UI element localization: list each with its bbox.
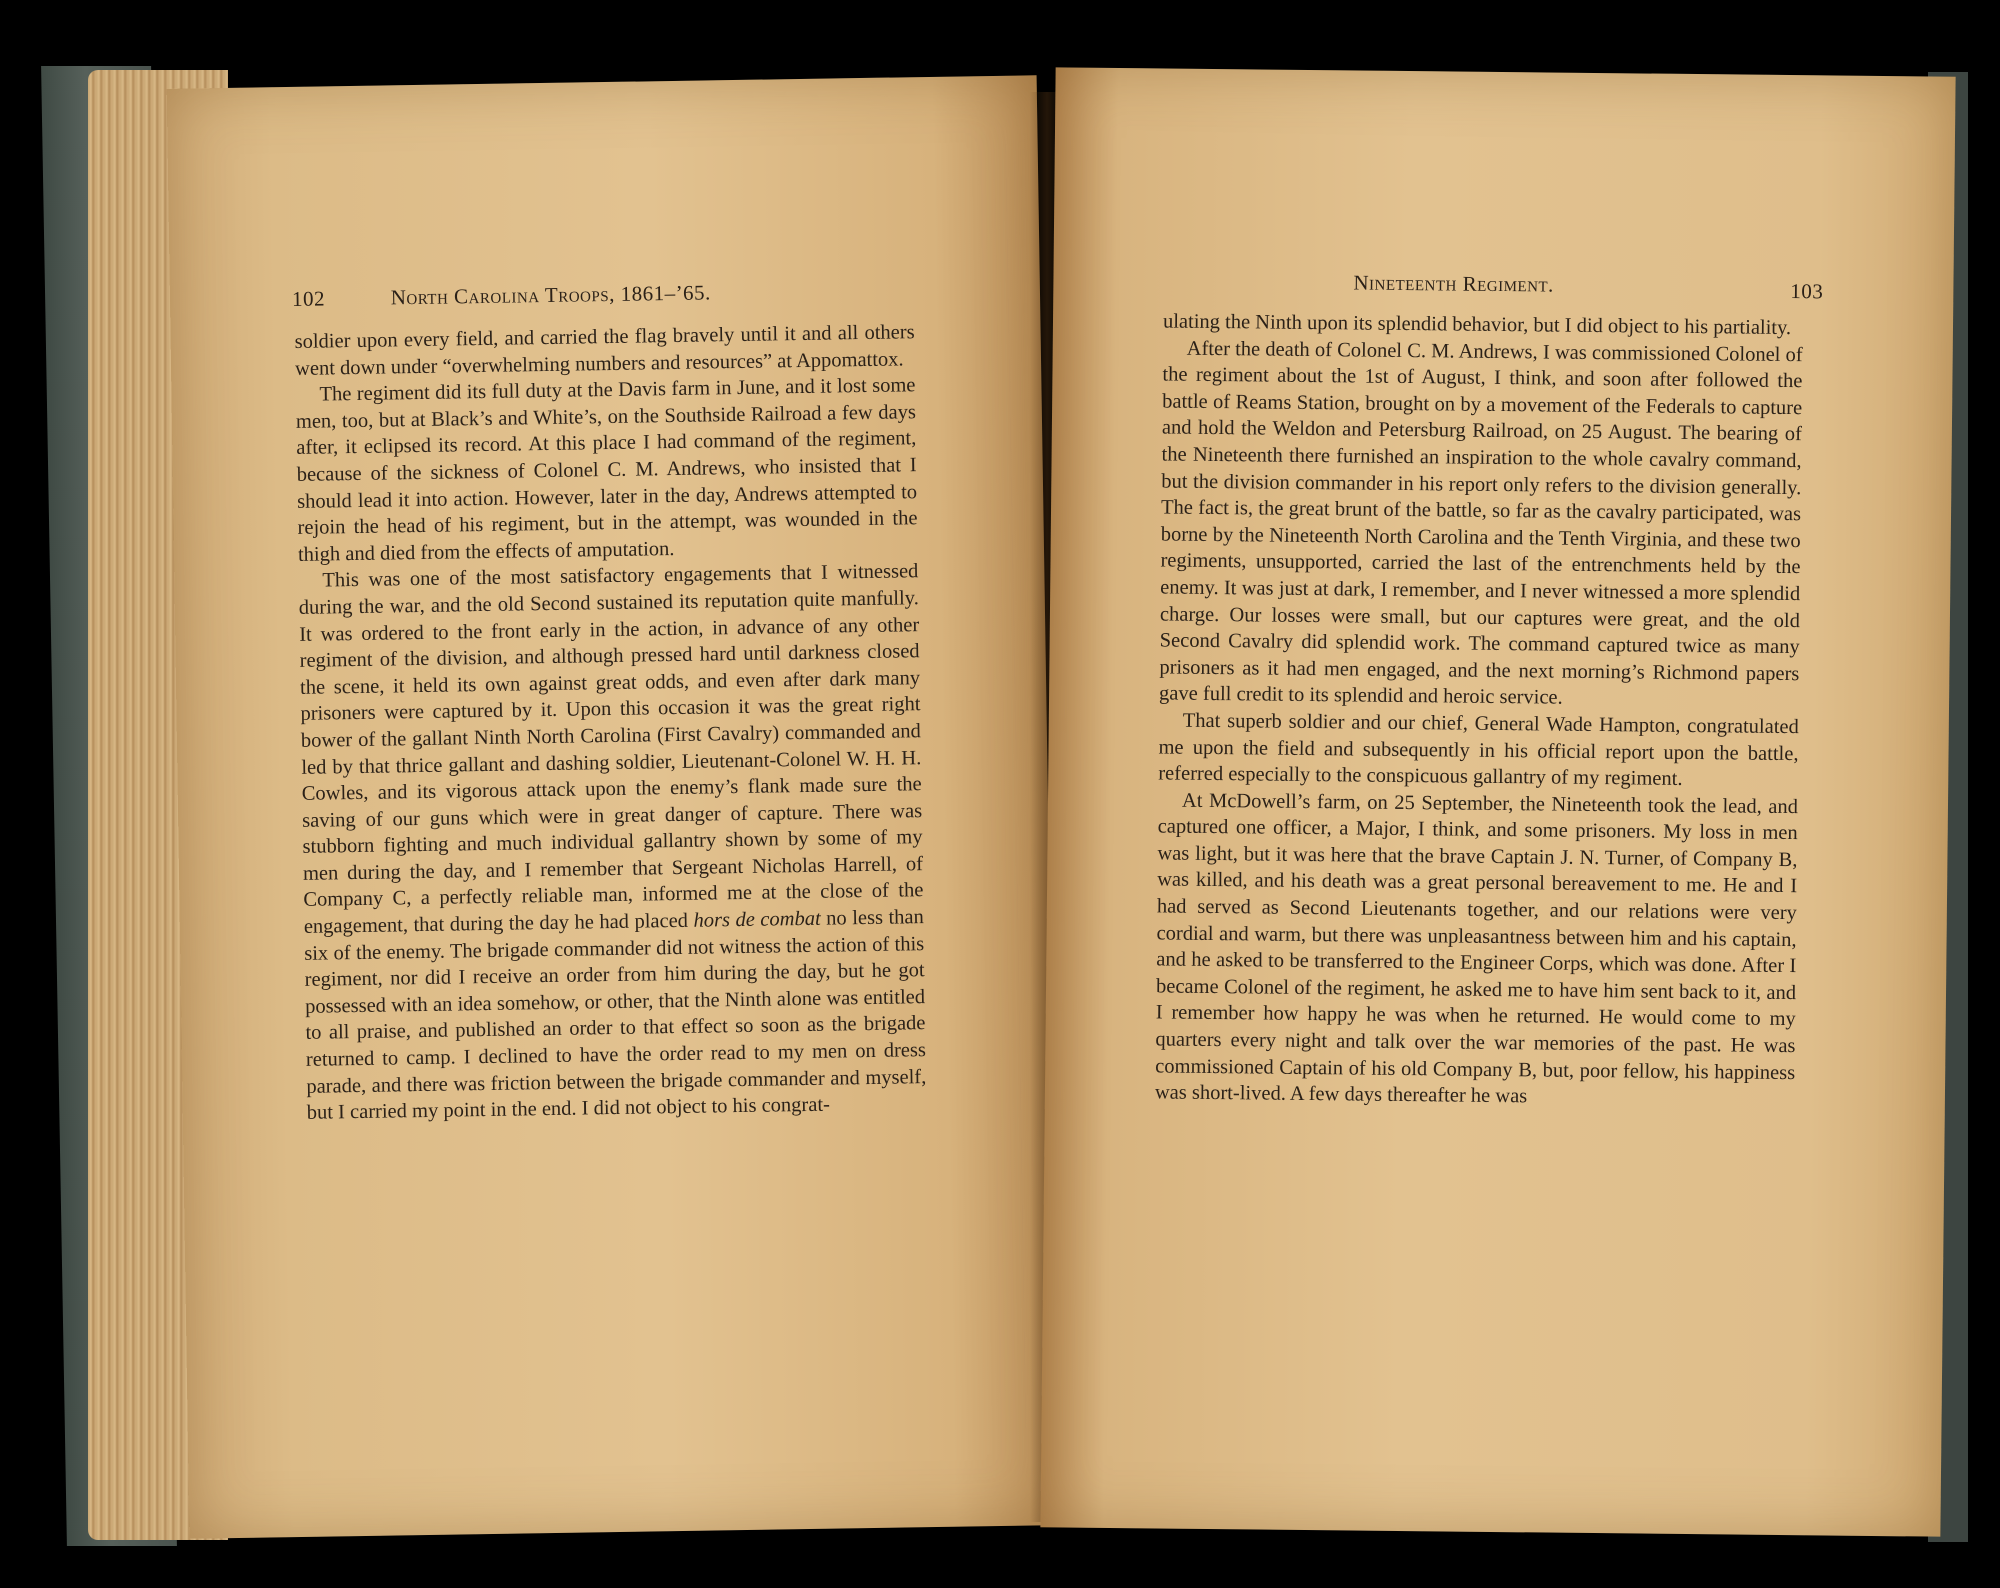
left-body-text: [294, 319, 926, 1126]
paragraph-text: no less than six of the enemy. The brigade commander did not witness the action of this regiment, nor did I receive an order from him during the day, but he got possessed with an idea somehow, or other, that the Ninth alone was entitled to all praise, and published an order to that effect so soon as the brigade returned to camp. I declined to have the order read to my men on dress parade, and there was friction between the brigade commander and myself, but I carried my point in the end. I did not object to his congrat-: [304, 906, 927, 1125]
right-running-head: [1163, 268, 1824, 304]
italic-phrase: hors de combat: [693, 907, 821, 932]
paragraph: soldier upon every field, and carried the flag bravely until it and all others went down under “overwhelming numbers and resources” at Appomattox.: [294, 321, 915, 380]
right-page: [1040, 67, 1955, 1536]
running-title: Nineteenth Regiment.: [1353, 270, 1555, 297]
paragraph: [298, 559, 927, 1127]
paragraph: That superb soldier and our chief, General Wade Hampton, congratulated me upon the field and subsequently in his official report upon the battle, referred especially to the conspicuous gallantry of my regiment.: [1158, 709, 1799, 791]
paragraph-text: This was one of the most satisfactory engagements that I witnessed during the war, and the old Second sustained its reputation quite manfully. It was ordered to the front early in the action, in advance of any other regiment of the division, and although pressed hard until darkness closed the scene, it held its own against great odds, and even after dark many prisoners were captured by it. Upon this occasion it was the great right bower of the gallant Ninth North Carolina (First Cavalry) commanded and led by that thrice gallant and dashing soldier, Lieutenant-Colonel W. H. H. Cowles, and its vigorous attack upon the enemy’s flank made sure the saving of our guns which were in great danger of capture. There was stubborn fighting and much individual gallantry shown by some of my men during the day, and I remember that Sergeant Nicholas Harrell, of Company C, a perfectly reliable man, informed me at the close of the engagement, that during the day he had placed: [298, 560, 924, 938]
left-page: [167, 75, 1060, 1538]
page-number: 102: [291, 286, 326, 311]
right-body-text: [1155, 308, 1803, 1112]
open-book: [28, 52, 1968, 1552]
left-running-head: [292, 277, 932, 312]
paragraph: At McDowell’s farm, on 25 September, the Nineteenth took the lead, and captured one officer, a Major, I think, and some prisoners. My loss in men was light, but it was here that the brave Captain J. N. Turner, of Company B, was killed, and his death was a great personal bereavement to me. He and I had served as Second Lieutenants together, and our relations were very cordial and warm, but there was unpleasantness between him and his captain, and he asked to be transferred to the Engineer Corps, which was done. After I became Colonel of the regiment, he asked me to have him sent back to it, and I remember how happy he was when he returned. He would come to my quarters every night and talk over the war memories of the past. He was commissioned Captain of his old Company B, but, poor fellow, his happiness was short-lived. A few days thereafter he was: [1154, 789, 1799, 1108]
page-number: 103: [1790, 279, 1824, 304]
running-title: North Carolina Troops, 1861–’65.: [390, 280, 712, 310]
paragraph: ulating the Ninth upon its splendid behavior, but I did object to his partiality.: [1162, 310, 1792, 340]
paragraph: After the death of Colonel C. M. Andrews, I was commissioned Colonel of the regiment about the 1st of August, I think, and soon after followed the battle of Reams Station, brought on by a movement of the Federals to capture and hold the Weldon and Petersburg Railroad, on 25 August. The bearing of the Nineteenth there furnished an inspiration to the whole cavalry command, but the division commander in his report only refers to the division generally. The fact is, the great brunt of the battle, so far as the cavalry participated, was borne by the Nineteenth North Carolina and the Tenth Virginia, and these two regiments, unsupported, carried the last of the entrenchments held by the enemy. It was just at dark, I remember, and I never witnessed a more splendid charge. Our losses were small, but our captures were great, and the old Second Cavalry did splendid work. The command captured twice as many prisoners as it had men engaged, and the next morning’s Richmond papers gave full credit to its splendid and heroic service.: [1158, 337, 1803, 709]
paragraph: The regiment did its full duty at the Davis farm in June, and it lost some men, too, but at Black’s and White’s, on the Southside Railroad a few days after, it eclipsed its record. At this place I had command of the regiment, because of the sickness of Colonel C. M. Andrews, who insisted that I should lead it into action. However, later in the day, Andrews attempted to rejoin the head of his regiment, but in the attempt, was wounded in the thigh and died from the effects of amputation.: [295, 374, 918, 566]
